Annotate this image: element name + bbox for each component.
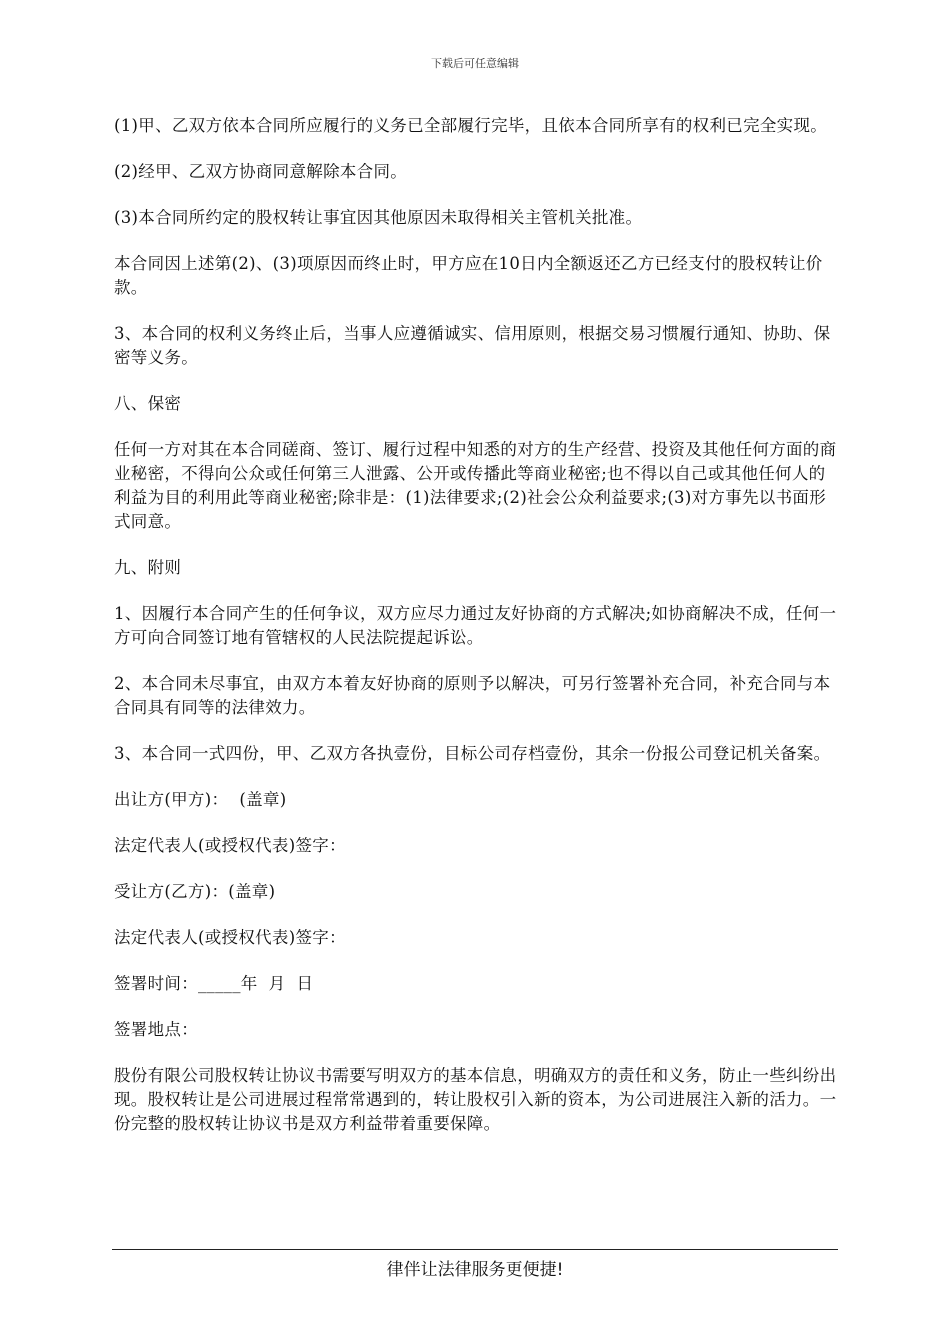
paragraph: 2、本合同未尽事宜，由双方本着友好协商的原则予以解决，可另行签署补充合同，补充合同与本合同具有同等的法律效力。	[114, 674, 831, 717]
section-heading-supplementary: 九、附则	[114, 558, 182, 577]
signing-date-line: 签署时间：_____年 月 日	[114, 974, 314, 993]
document-body	[114, 114, 838, 1136]
paragraph: (2)经甲、乙双方协商同意解除本合同。	[114, 162, 408, 181]
signature-line-representative: 法定代表人(或授权代表)签字：	[114, 928, 346, 947]
signature-line-transferor: 出让方(甲方)： (盖章)	[114, 790, 287, 809]
paragraph: (1)甲、乙双方依本合同所应履行的义务已全部履行完毕，且依本合同所享有的权利已完全实现。	[114, 116, 828, 135]
paragraph: 3、本合同一式四份，甲、乙双方各执壹份，目标公司存档壹份，其余一份报公司登记机关备案。	[114, 744, 831, 763]
signing-place-line: 签署地点：	[114, 1020, 198, 1039]
page-footer: 律伴让法律服务更便捷!	[386, 1260, 564, 1280]
signature-line-representative: 法定代表人(或授权代表)签字：	[114, 836, 346, 855]
section-heading-confidentiality: 八、保密	[114, 394, 182, 413]
paragraph: 本合同因上述第(2)、(3)项原因而终止时，甲方应在10日内全额返还乙方已经支付的股权转让价款。	[114, 254, 823, 297]
page-header: 下载后可任意编辑	[431, 57, 519, 70]
paragraph: 任何一方对其在本合同磋商、签订、履行过程中知悉的对方的生产经营、投资及其他任何方面的商业秘密，不得向公众或任何第三人泄露、公开或传播此等商业秘密;也不得以自己或其他任何人的利益为目的利用此等商业秘密;除非是：(1)法律要求;(2)社会公众利益要求;(3)对方事先以书面形式同意。	[114, 440, 837, 531]
signature-line-transferee: 受让方(乙方)：(盖章)	[114, 882, 276, 901]
footer-divider	[112, 1249, 838, 1250]
closing-paragraph: 股份有限公司股权转让协议书需要写明双方的基本信息，明确双方的责任和义务，防止一些纠纷出现。股权转让是公司进展过程常常遇到的，转让股权引入新的资本，为公司进展注入新的活力。一份完整的股权转让协议书是双方利益带着重要保障。	[114, 1066, 837, 1133]
paragraph: 3、本合同的权利义务终止后，当事人应遵循诚实、信用原则，根据交易习惯履行通知、协助、保密等义务。	[114, 324, 831, 367]
paragraph: 1、因履行本合同产生的任何争议，双方应尽力通过友好协商的方式解决;如协商解决不成，任何一方可向合同签订地有管辖权的人民法院提起诉讼。	[114, 604, 837, 647]
paragraph: (3)本合同所约定的股权转让事宜因其他原因未取得相关主管机关批准。	[114, 208, 643, 227]
